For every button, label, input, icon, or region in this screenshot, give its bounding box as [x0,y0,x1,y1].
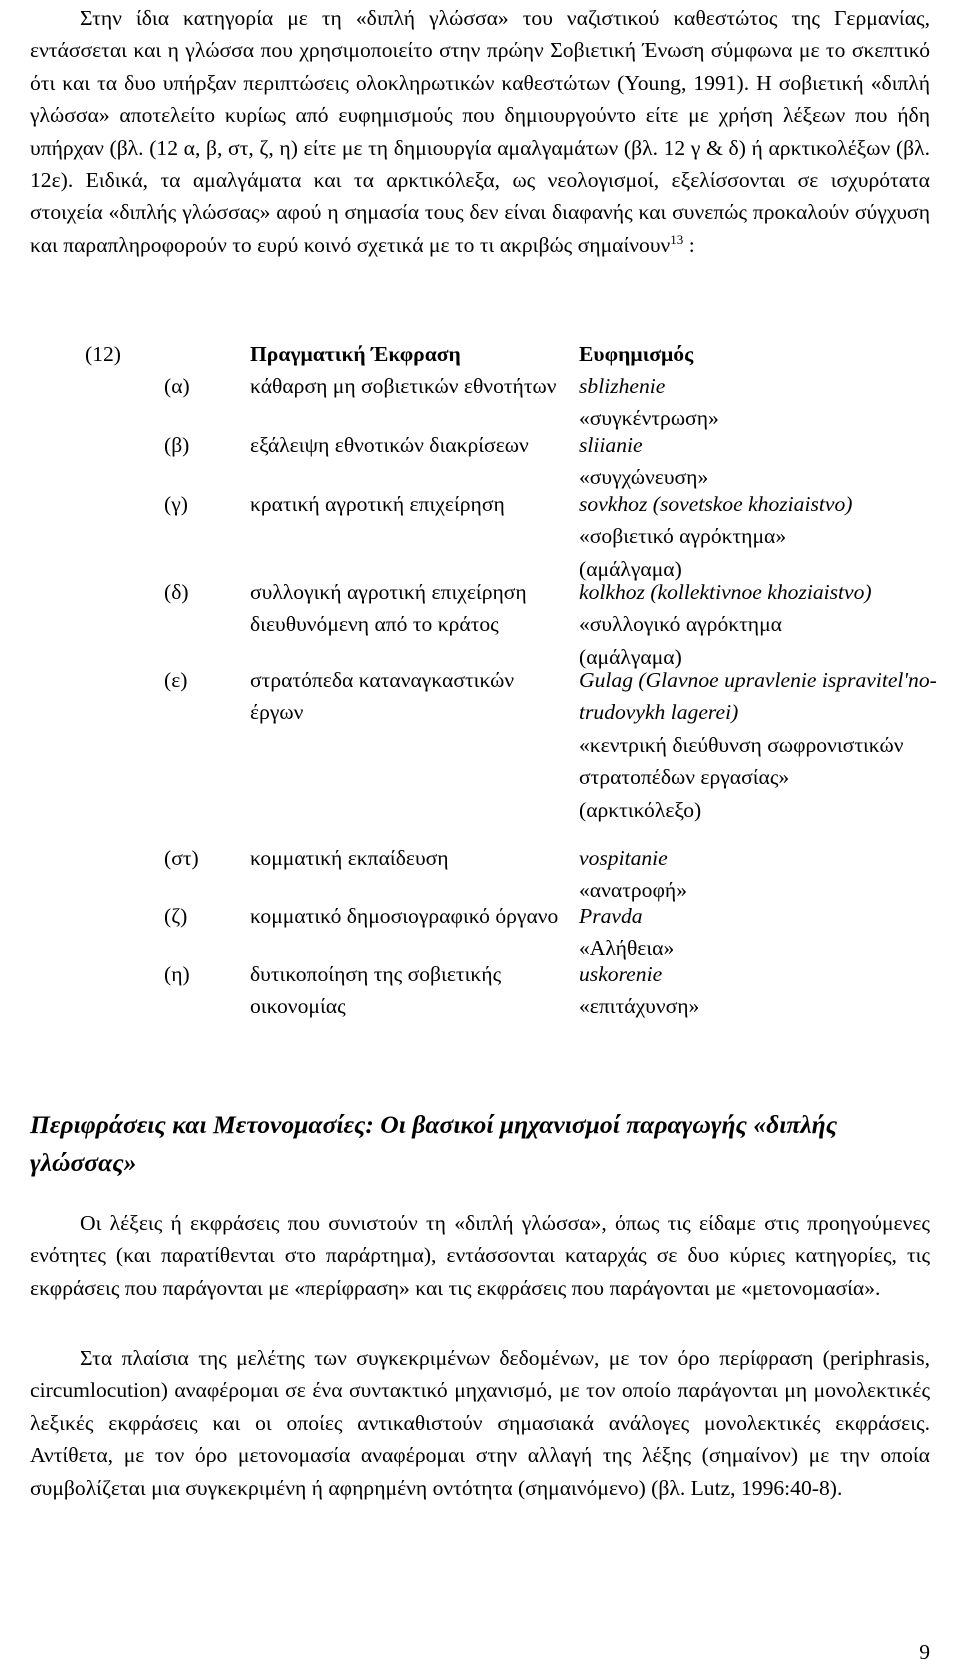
row-gloss: «Αλήθεια» [579,936,675,961]
row-expression: στρατόπεδα καταναγκαστικών έργων [250,668,515,725]
row-label: (α) [164,374,190,398]
header-expression: Πραγματική Έκφραση [250,342,461,366]
row-euphemism [579,842,949,907]
row-gloss: «συλλογικό αγρόκτημα (αμάλγαμα) [579,612,782,669]
footnote-ref[interactable]: 13 [670,231,684,247]
row-expression: κομματική εκπαίδευση [250,846,449,870]
row-expression: κρατική αγροτική επιχείρηση [250,492,505,516]
row-label: (γ) [164,492,188,516]
row-label: (ε) [164,668,188,692]
intro-paragraph [30,2,930,261]
row-transliteration: vospitanie [579,846,668,870]
row-transliteration: kolkhoz (kollektivnoe khoziaistvo) [579,580,872,604]
row-expression: κάθαρση μη σοβιετικών εθνοτήτων [250,374,557,398]
row-expression: δυτικοποίηση της σοβιετικής οικονομίας [250,962,502,1019]
row-euphemism [579,370,949,435]
row-euphemism [579,900,949,965]
row-euphemism [579,429,949,494]
row-transliteration: Gulag (Glavnoe upravlenie ispravitel'no-trudovykh lagerei) [579,668,937,725]
row-transliteration: Pravda [579,904,643,928]
row-gloss: «επιτάχυνση» [579,994,700,1019]
row-gloss: «κεντρική διεύθυνση σωφρονιστικών στρατοπέδων εργασίας» (αρκτικόλεξο) [579,732,904,822]
row-expression: κομματικό δημοσιογραφικό όργανο [250,904,559,928]
row-gloss: «ανατροφή» [579,878,687,903]
row-euphemism [579,958,949,1023]
row-gloss: «συγκέντρωση» [579,406,719,431]
row-euphemism [579,576,949,673]
row-transliteration: sovkhoz (sovetskoe khoziaistvo) [579,492,853,516]
row-expression: συλλογική αγροτική επιχείρηση διευθυνόμενη από το κράτος [250,580,527,637]
row-euphemism [579,488,949,585]
row-transliteration: sblizhenie [579,374,666,398]
example-number: (12) [85,342,121,366]
header-euphemism: Ευφημισμός [579,342,694,366]
row-euphemism [579,664,949,826]
row-label: (β) [164,433,190,457]
row-transliteration: uskorenie [579,962,663,986]
row-label: (η) [164,962,190,986]
row-label: (δ) [164,580,189,604]
intro-suffix: : [683,232,695,257]
section-heading: Περιφράσεις και Μετονομασίες: Οι βασικοί μηχανισμοί παραγωγής «διπλής γλώσσας» [30,1110,838,1177]
body-paragraph: Στα πλαίσια της μελέτης των συγκεκριμένων δεδομένων, με τον όρο περίφραση (periphrasis, circumlocution) αναφέρομαι σε ένα συντακτικό μηχανισμό, με τον οποίο παράγονται μη μονολεκτικές λεξικές εκφράσεις και οι οποίες αντικαθιστούν σημασιακά ανάλογες μονολεκτικές εκφράσεις. Αντίθετα, με τον όρο μετονομασία αναφέρομαι στην αλλαγή της λέξης (σημαίνον) με την οποία συμβολίζεται μια συγκεκριμένη ή αφηρημένη οντότητα (σημαινόμενο) (βλ. Lutz, 1996:40-8). [30,1346,930,1500]
intro-text: Στην ίδια κατηγορία με τη «διπλή γλώσσα» του ναζιστικού καθεστώτος της Γερμανίας, εντάσσεται και η γλώσσα που χρησιμοποιείτο στην πρώην Σοβιετική Ένωση σύμφωνα με το σκεπτικό ότι και τα δυο υπήρξαν περιπτώσεις ολοκληρωτικών καθεστώτων (Young, 1991). Η σοβιετική «διπλή γλώσσα» αποτελείτο κυρίως από ευφημισμούς που δημιουργούντο είτε με χρήση λέξεων που ήδη υπήρχαν (βλ. (12 α, β, στ, ζ, η) είτε με τη δημιουργία αμαλγαμάτων (βλ. 12 γ & δ) ή αρκτικολέξων (βλ. 12ε). Ειδικά, τα αμαλγάματα και τα αρκτικόλεξα, ως νεολογισμοί, εξελίσσονται σε ισχυρότατα στοιχεία «διπλής γλώσσας» αφού η σημασία τους δεν είναι διαφανής και συνεπώς προκαλούν σύγχυση και παραπληροφορούν το ευρύ κοινό σχετικά με το τι ακριβώς σημαίνουν [30,6,930,257]
row-label: (στ) [164,846,199,870]
row-gloss: «σοβιετικό αγρόκτημα» (αμάλγαμα) [579,524,787,581]
row-transliteration: sliianie [579,433,643,457]
page-number: 9 [919,1640,930,1664]
row-gloss: «συγχώνευση» [579,465,709,490]
body-paragraph: Οι λέξεις ή εκφράσεις που συνιστούν τη «διπλή γλώσσα», όπως τις είδαμε στις προηγούμενες ενότητες (και παρατίθενται στο παράρτημα), εντάσσονται καταρχάς σε δυο κύριες κατηγορίες, τις εκφράσεις που παράγονται με «περίφραση» και τις εκφράσεις που παράγονται με «μετονομασία». [30,1211,930,1300]
row-label: (ζ) [164,904,188,928]
row-expression: εξάλειψη εθνοτικών διακρίσεων [250,433,529,457]
